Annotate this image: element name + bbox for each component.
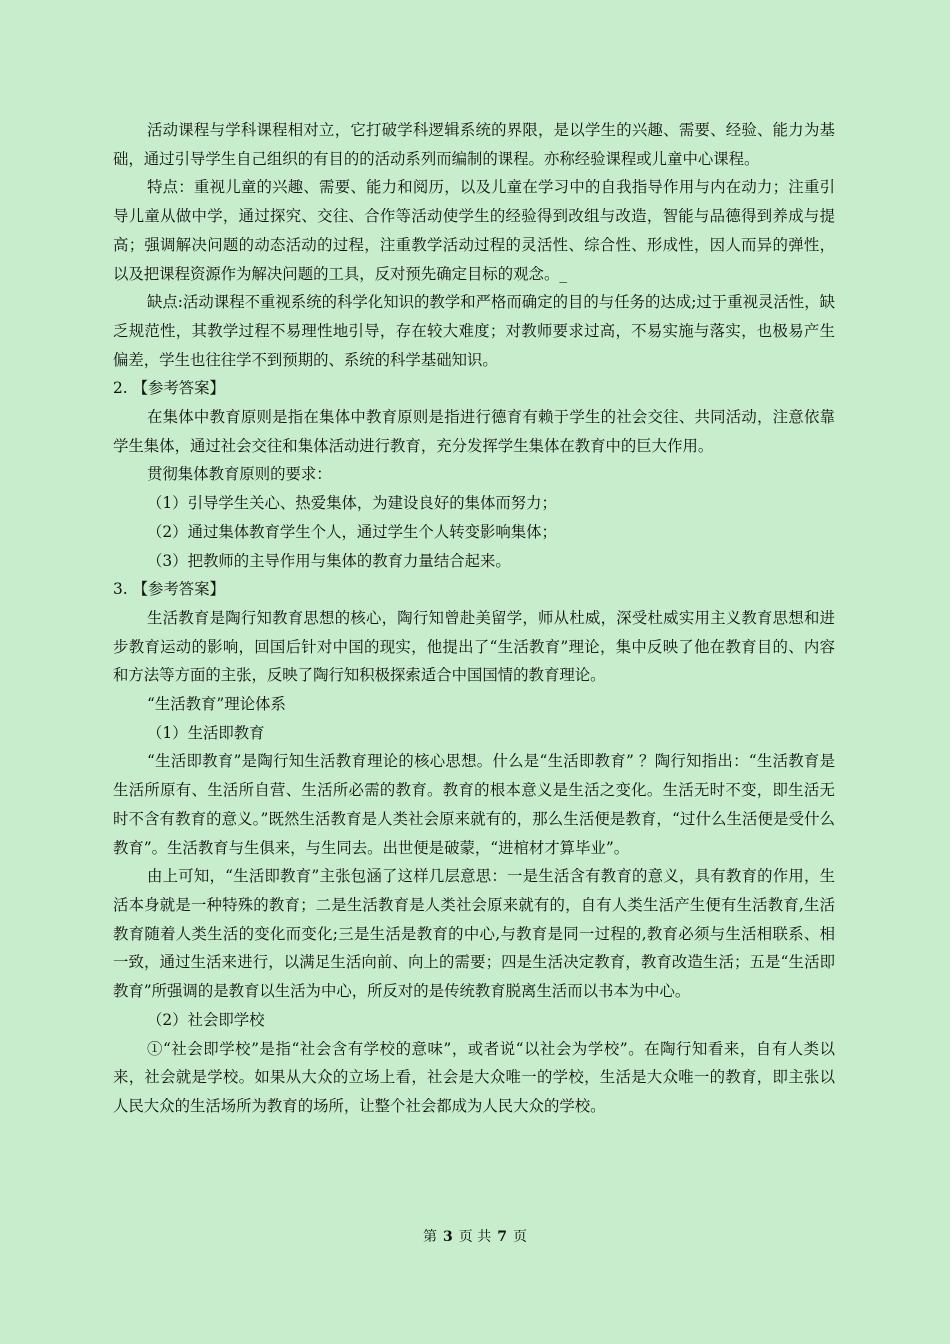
paragraph: 缺点:活动课程不重视系统的科学化知识的教学和严格而确定的目的与任务的达成;过于重视灵活性，缺乏规范性，其教学过程不易理性地引导，存在较大难度；对教师要求过高，不易实施与落实，也极易产生偏差，学生也往往学不到预期的、系统的科学基础知识。 [113, 293, 835, 369]
paragraph: （2）通过集体教育学生个人，通过学生个人转变影响集体； [147, 522, 557, 541]
paragraph: ①“社会即学校”是指“社会含有学校的意味”，或者说“以社会为学校”。在陶行知看来，自有人类以来，社会就是学校。如果从大众的立场上看，社会是大众唯一的学校，生活是大众唯一的教育，即主张以人民大众的生活场所为教育的场所，让整个社会都成为人民大众的学校。 [113, 1039, 835, 1115]
paragraph: 在集体中教育原则是指在集体中教育原则是指进行德育有赖于学生的社会交往、共同活动，注意依靠学生集体，通过社会交往和集体活动进行教育，充分发挥学生集体在教育中的巨大作用。 [113, 408, 835, 455]
paragraph: 2. 【参考答案】 [113, 379, 225, 398]
paragraph: 活动课程与学科课程相对立，它打破学科逻辑系统的界限，是以学生的兴趣、需要、经验、能力为基础，通过引导学生自己组织的有目的的活动系列而编制的课程。亦称经验课程或儿童中心课程。 [113, 121, 835, 168]
paragraph: （3）把教师的主导作用与集体的教育力量结合起来。 [147, 551, 511, 570]
footer-suffix: 页 [512, 1229, 527, 1245]
paragraph: 生活教育是陶行知教育思想的核心，陶行知曾赴美留学，师从杜威，深受杜威实用主义教育思想和进步教育运动的影响，回国后针对中国的现实，他提出了“生活教育”理论，集中反映了他在教育目的、内容和方法等方面的主张，反映了陶行知积极探索适合中国国情的教育理论。 [113, 608, 835, 685]
paragraph: 特点：重视儿童的兴趣、需要、能力和阅历，以及儿童在学习中的自我指导作用与内在动力；注重引导儿童从做中学，通过探究、交往、合作等活动使学生的经验得到改组与改造，智能与品德得到养成与提高；强调解决问题的动态活动的过程，注重教学活动过程的灵活性、综合性、形成性，因人而异的弹性，以及把课程资源作为解决问题的工具，反对预先确定目标的观念。_ [113, 178, 835, 283]
paragraph: 贯彻集体教育原则的要求： [147, 465, 332, 484]
paragraph: （1）生活即教育 [147, 723, 265, 742]
body-text [113, 116, 835, 1121]
footer-prefix: 第 [423, 1229, 438, 1245]
page-footer [0, 1227, 950, 1247]
footer-mid: 页 共 [458, 1229, 492, 1245]
current-page-number: 3 [443, 1229, 453, 1245]
paragraph: 3. 【参考答案】 [113, 580, 225, 599]
paragraph: （1）引导学生关心、热爱集体，为建设良好的集体而努力； [147, 494, 557, 513]
paragraph: 由上可知，“生活即教育”主张包涵了这样几层意思：一是生活含有教育的意义，具有教育的作用，生活本身就是一种特殊的教育；二是生活教育是人类社会原来就有的，自有人类生活产生便有生活教育,生活教育随着人类生活的变化而变化;三是生活是教育的中心,与教育是同一过程的,教育必须与生活相联系、相一致，通过生活来进行，以满足生活向前、向上的需要；四是生活决定教育，教育改造生活；五是“生活即教育”所强调的是教育以生活为中心，所反对的是传统教育脱离生活而以书本为中心。 [113, 867, 835, 1001]
total-page-number: 7 [497, 1229, 507, 1245]
paragraph: （2）社会即学校 [147, 1010, 265, 1029]
paragraph: “生活教育”理论体系 [147, 695, 286, 714]
paragraph: “生活即教育”是陶行知生活教育理论的核心思想。什么是“生活即教育” ？陶行知指出：“生活教育是生活所原有、生活所自营、生活所必需的教育。教育的根本意义是生活之变化。生活无时不变，即生活无时不含有教育的意义。”既然生活教育是人类社会原来就有的，那么生活便是教育，“过什么生活便是受什么教育”。生活教育与生俱来，与生同去。出世便是破蒙，“进棺材才算毕业”。 [113, 752, 835, 857]
